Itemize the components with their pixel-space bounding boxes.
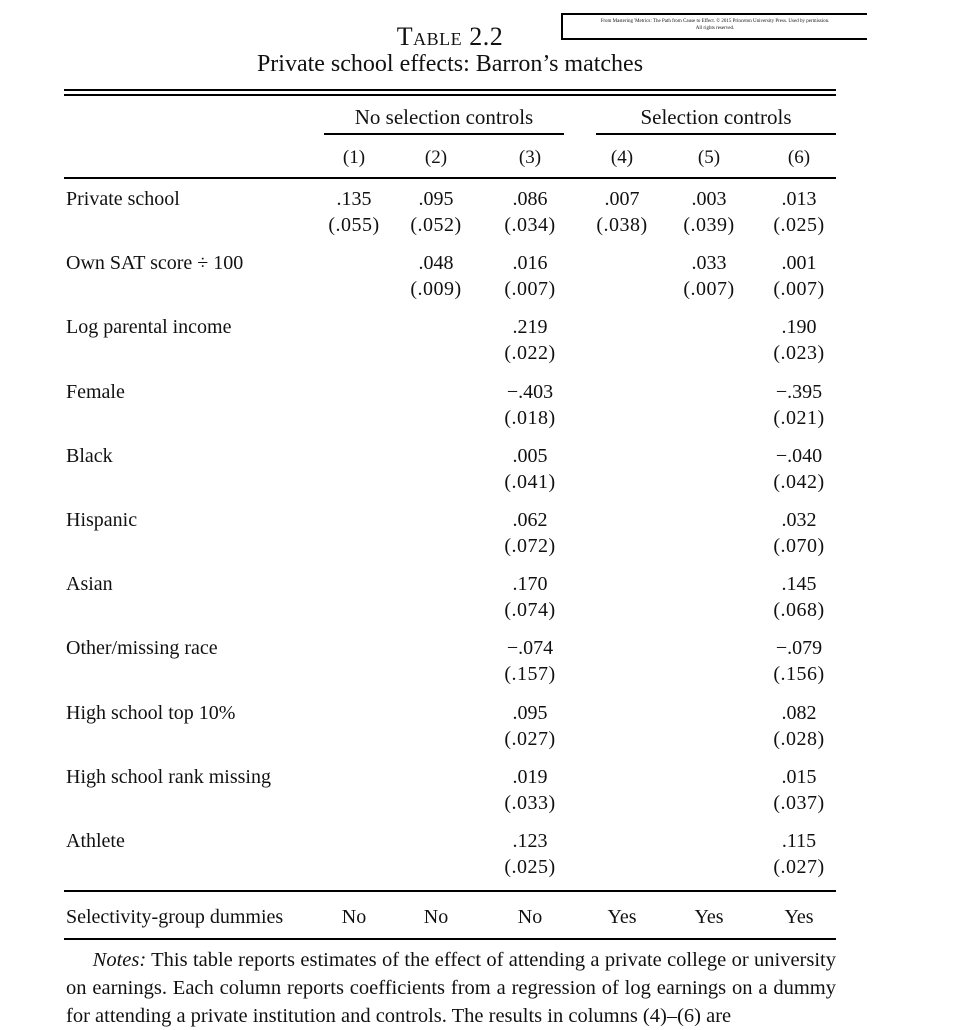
coefficient-cell: .135	[336, 188, 372, 210]
row-label: Other/missing race	[66, 637, 218, 660]
dummies-cell: No	[423, 906, 449, 928]
coefficient-cell: .005	[512, 444, 548, 467]
column-header: (6)	[787, 147, 811, 168]
std-error-cell: (.034)	[504, 214, 556, 236]
std-error-cell: (.156)	[773, 663, 825, 686]
row-label: Female	[66, 380, 125, 403]
std-error-cell: (.038)	[596, 214, 648, 236]
coefficient-cell: .219	[512, 316, 548, 339]
coefficient-cell: .095	[512, 701, 548, 724]
std-error-cell: (.025)	[773, 214, 825, 236]
row-label: Hispanic	[66, 509, 138, 531]
group-rule	[596, 133, 836, 135]
top-rule	[64, 94, 836, 96]
coefficient-cell: .033	[691, 252, 727, 275]
std-error-cell: (.074)	[504, 599, 556, 622]
std-error-cell: (.018)	[504, 406, 556, 429]
row-label: Own SAT score ÷ 100	[66, 252, 244, 275]
coefficient-cell: .145	[781, 573, 817, 596]
header-rule	[64, 177, 836, 179]
std-error-cell: (.052)	[410, 214, 462, 236]
row-label: Athlete	[66, 830, 125, 852]
notes-text: This table reports estimates of the effect of attending a private college or university on earnings. Each column reports coefficients from a regression of log earnings on a dummy for attending a private institution and controls. The results in columns (4)–(6) are	[66, 949, 837, 1027]
dummies-cell: Yes	[784, 906, 814, 928]
std-error-cell: (.072)	[504, 535, 556, 557]
group-header-selection: Selection controls	[640, 105, 792, 129]
std-error-cell: (.042)	[773, 470, 825, 493]
row-label: Log parental income	[66, 316, 232, 339]
row-label: High school rank missing	[66, 765, 271, 788]
column-header: (5)	[697, 147, 721, 168]
std-error-cell: (.037)	[773, 791, 825, 814]
std-error-cell: (.027)	[773, 856, 825, 878]
std-error-cell: (.021)	[773, 406, 825, 429]
std-error-cell: (.007)	[773, 278, 825, 301]
coefficient-cell: −.074	[506, 637, 554, 660]
copyright-line: All rights reserved.	[695, 26, 735, 31]
coefficient-cell: −.040	[775, 444, 823, 467]
row-label: Black	[66, 444, 113, 467]
coefficient-cell: .190	[781, 316, 817, 339]
coefficient-cell: .115	[781, 830, 817, 852]
table-notes	[66, 946, 836, 1030]
coefficient-cell: .095	[418, 188, 454, 210]
column-header: (1)	[342, 147, 366, 168]
std-error-cell: (.157)	[504, 663, 556, 686]
group-header-no-selection: No selection controls	[354, 105, 534, 129]
dummies-cell: Yes	[694, 906, 724, 928]
coefficient-cell: .123	[512, 830, 548, 852]
table-label	[0, 22, 900, 52]
coefficient-cell: .082	[781, 701, 817, 724]
coefficient-cell: .007	[604, 188, 640, 210]
row-label: High school top 10%	[66, 701, 236, 724]
coefficient-cell: .016	[512, 252, 548, 275]
coefficient-cell: .048	[418, 252, 454, 275]
std-error-cell: (.033)	[504, 791, 556, 814]
dummies-cell: No	[517, 906, 543, 928]
group-rule	[324, 133, 564, 135]
coefficient-cell: .001	[781, 252, 817, 275]
std-error-cell: (.041)	[504, 470, 556, 493]
std-error-cell: (.027)	[504, 727, 556, 750]
dummies-cell: Yes	[607, 906, 637, 928]
table-number: 2.2	[469, 22, 504, 51]
top-rule	[64, 89, 836, 91]
column-header: (2)	[424, 147, 448, 168]
coefficient-cell: .170	[512, 573, 548, 596]
row-label: Asian	[66, 573, 113, 596]
coefficient-cell: .086	[512, 188, 548, 210]
std-error-cell: (.039)	[683, 214, 735, 236]
std-error-cell: (.007)	[504, 278, 556, 301]
coefficient-cell: .015	[781, 765, 817, 788]
std-error-cell: (.070)	[773, 535, 825, 557]
coefficient-cell: .003	[691, 188, 727, 210]
std-error-cell: (.025)	[504, 856, 556, 878]
coefficient-cell: .019	[512, 765, 548, 788]
coefficient-cell: .062	[512, 509, 548, 531]
std-error-cell: (.068)	[773, 599, 825, 622]
std-error-cell: (.028)	[773, 727, 825, 750]
dummies-rule	[64, 890, 836, 892]
column-header: (4)	[610, 147, 634, 168]
column-header: (3)	[518, 147, 542, 168]
table-title: Private school effects: Barron’s matches	[256, 51, 644, 77]
std-error-cell: (.023)	[773, 342, 825, 365]
table-label-prefix: Table	[396, 22, 463, 51]
coefficient-cell: .032	[781, 509, 817, 531]
bottom-rule	[64, 938, 836, 940]
copyright-line: From Mastering 'Metrics: The Path from Cause to Effect. © 2015 Princeton University Press. Used by permission.	[600, 19, 830, 24]
coefficient-cell: .013	[781, 188, 817, 210]
std-error-cell: (.007)	[683, 278, 735, 301]
coefficient-cell: −.395	[775, 380, 823, 403]
dummies-cell: No	[341, 906, 367, 928]
coefficient-cell: −.079	[775, 637, 823, 660]
std-error-cell: (.022)	[504, 342, 556, 365]
std-error-cell: (.009)	[410, 278, 462, 301]
std-error-cell: (.055)	[328, 214, 380, 236]
dummies-label: Selectivity-group dummies	[66, 906, 284, 928]
notes-lead: Notes:	[92, 949, 147, 971]
row-label: Private school	[66, 188, 180, 210]
coefficient-cell: −.403	[506, 380, 554, 403]
